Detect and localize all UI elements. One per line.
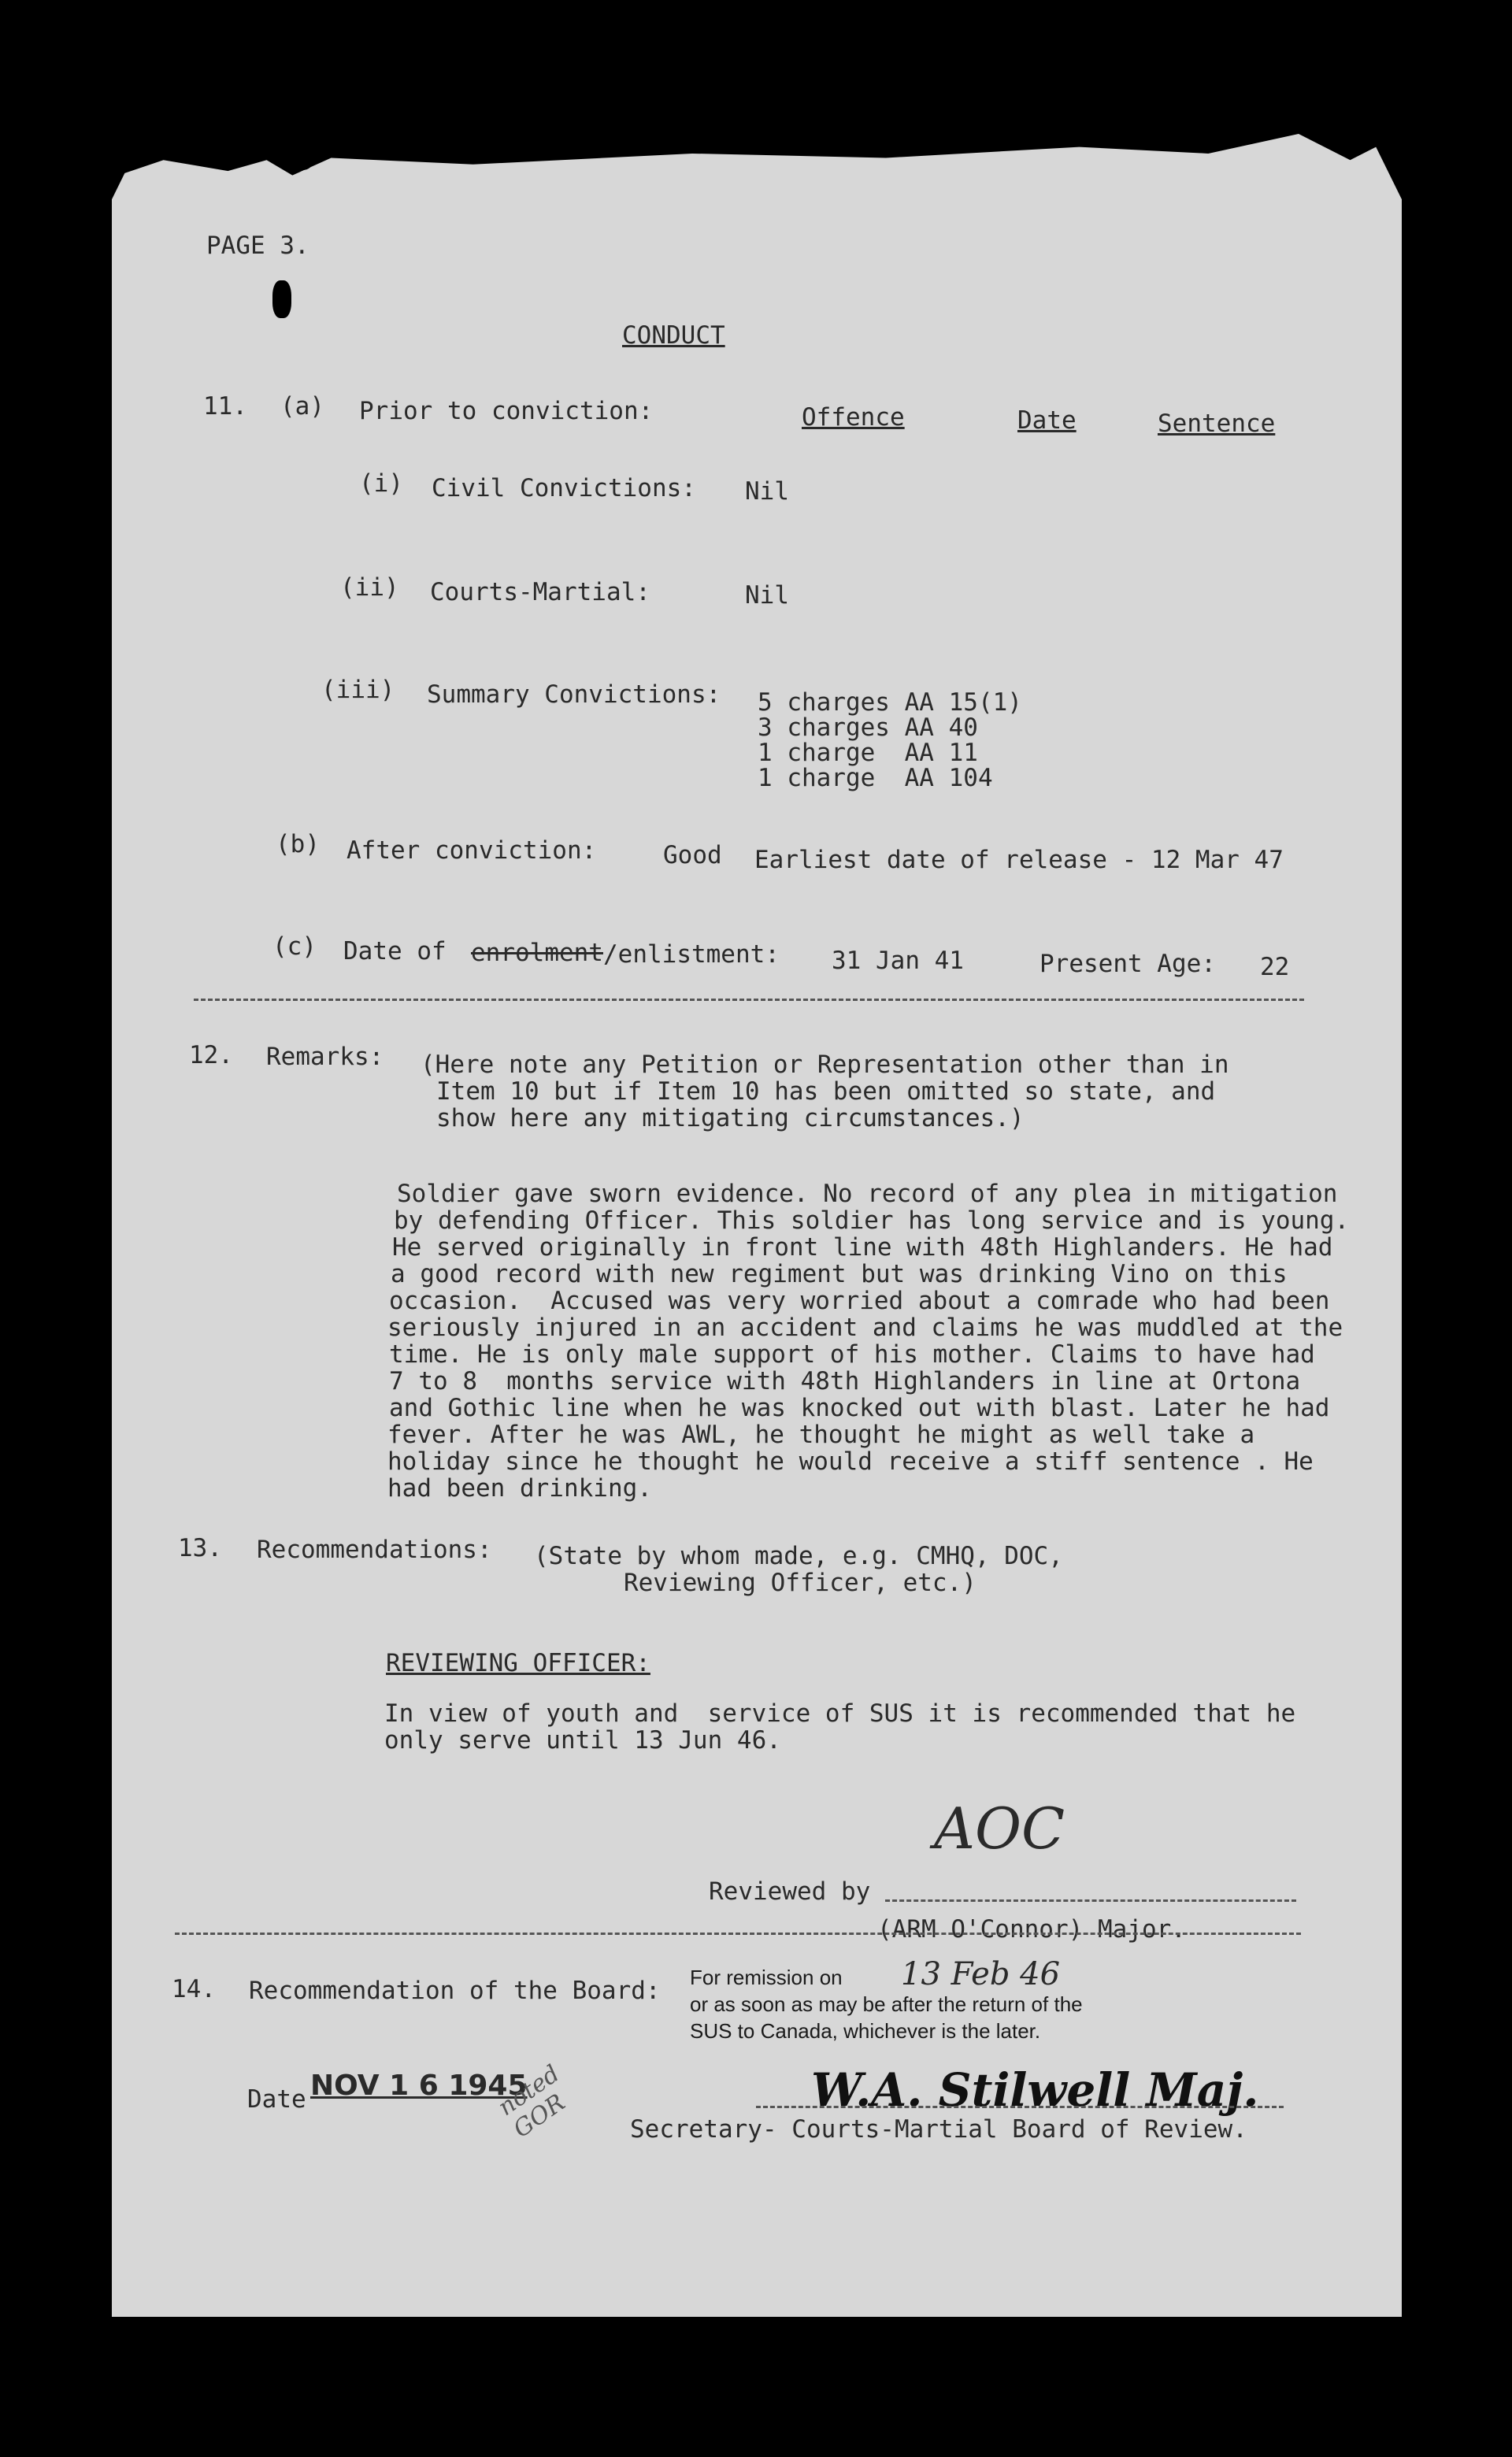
- secretary-label: Secretary- Courts-Martial Board of Review.: [630, 2115, 1247, 2144]
- remarks-body-line: seriously injured in an accident and claims he was muddled at the: [387, 1314, 1343, 1342]
- remarks-label: Remarks:: [266, 1043, 384, 1071]
- release-date-text: Earliest date of release - 12 Mar 47: [754, 846, 1284, 874]
- reviewing-officer-heading: REVIEWING OFFICER:: [386, 1649, 650, 1677]
- signature-line: [756, 2106, 1284, 2108]
- signature-line: [885, 1899, 1296, 1902]
- summary-convictions-number: (iii): [321, 676, 395, 704]
- summary-conviction-line: 5 charges AA 15(1): [758, 688, 1022, 717]
- board-recommendation-label: Recommendation of the Board:: [249, 1977, 661, 2005]
- remarks-body-line: He served originally in front line with 48th Highlanders. He had: [392, 1233, 1333, 1262]
- remarks-body-line: had been drinking.: [387, 1474, 652, 1503]
- date-label: Date: [247, 2085, 306, 2114]
- conduct-title: CONDUCT: [622, 321, 725, 350]
- reviewed-by-label: Reviewed by: [709, 1877, 871, 1906]
- secretary-signature: W.A. Stilwell Maj.: [811, 2063, 1259, 2117]
- remarks-body-line: by defending Officer. This soldier has long service and is young.: [394, 1206, 1350, 1235]
- present-age-value: 22: [1260, 953, 1290, 981]
- item-12-number: 12.: [189, 1041, 233, 1069]
- remarks-instruction-line: Item 10 but if Item 10 has been omitted so state, and: [436, 1077, 1216, 1106]
- sentence-column-header: Sentence: [1158, 410, 1276, 438]
- item-11c-label: (c): [272, 932, 317, 961]
- remarks-body-line: a good record with new regiment but was drinking Vino on this: [391, 1260, 1288, 1288]
- item-11-number: 11.: [203, 392, 247, 421]
- reviewing-officer-line: only serve until 13 Jun 46.: [384, 1726, 781, 1755]
- torn-edge: [287, 146, 313, 170]
- noted-handwritten-note: noted GOR: [493, 2059, 571, 2144]
- remission-stamp-line: For remission on: [690, 1966, 843, 1989]
- remarks-body-line: Soldier gave sworn evidence. No record of any plea in mitigation: [397, 1180, 1338, 1208]
- remarks-body-line: fever. After he was AWL, he thought he might as well take a: [387, 1421, 1255, 1449]
- remission-stamp-line: or as soon as may be after the return of the: [690, 1992, 1083, 2016]
- recommendations-instruction-line: Reviewing Officer, etc.): [624, 1569, 976, 1597]
- courts-martial-value: Nil: [745, 581, 789, 610]
- remarks-body-line: holiday since he thought he would receive a stiff sentence . He: [387, 1447, 1314, 1476]
- remarks-instruction-line: (Here note any Petition or Representation other than in: [421, 1051, 1229, 1079]
- punch-hole: [272, 280, 291, 318]
- civil-convictions-number: (i): [359, 469, 403, 498]
- reviewer-name: (ARM O'Connor) Major.: [877, 1915, 1186, 1944]
- prior-to-conviction-label: Prior to conviction:: [359, 397, 654, 425]
- date-of-label: Date of: [343, 937, 447, 965]
- page-label: PAGE 3.: [206, 232, 309, 260]
- summary-conviction-line: 1 charge AA 104: [758, 764, 993, 792]
- item-11a-label: (a): [280, 392, 324, 421]
- summary-conviction-line: 3 charges AA 40: [758, 713, 978, 742]
- after-conviction-value: Good: [663, 841, 722, 869]
- summary-convictions-label: Summary Convictions:: [427, 680, 721, 709]
- remarks-body-line: occasion. Accused was very worried about a comrade who had been: [389, 1287, 1330, 1315]
- summary-conviction-line: 1 charge AA 11: [758, 739, 978, 767]
- remarks-instruction-line: show here any mitigating circumstances.): [436, 1104, 1025, 1132]
- courts-martial-label: Courts-Martial:: [430, 578, 650, 606]
- item-14-number: 14.: [172, 1975, 216, 2003]
- recommendations-label: Recommendations:: [257, 1536, 492, 1564]
- remarks-body-line: 7 to 8 months service with 48th Highlanders in line at Ortona: [389, 1367, 1301, 1395]
- item-11b-label: (b): [276, 830, 320, 858]
- reviewer-initials-signature: AOC: [934, 1796, 1065, 1862]
- remarks-body-line: and Gothic line when he was knocked out with blast. Later he had: [389, 1394, 1330, 1422]
- date-stamp: NOV 1 6 1945: [310, 2070, 528, 2102]
- reviewing-officer-line: In view of youth and service of SUS it is recommended that he: [384, 1699, 1296, 1728]
- remarks-body-line: time. He is only male support of his mother. Claims to have had: [389, 1340, 1315, 1369]
- date-column-header: Date: [1017, 406, 1077, 435]
- remission-stamp-line: SUS to Canada, whichever is the later.: [690, 2019, 1041, 2043]
- civil-convictions-value: Nil: [745, 477, 789, 506]
- item-13-number: 13.: [178, 1534, 222, 1562]
- remission-date-handwritten: 13 Feb 46: [901, 1956, 1061, 1992]
- offence-column-header: Offence: [802, 403, 905, 432]
- section-divider: [194, 999, 1304, 1001]
- recommendations-instruction-line: (State by whom made, e.g. CMHQ, DOC,: [534, 1542, 1063, 1570]
- after-conviction-label: After conviction:: [346, 836, 597, 865]
- enlistment-label: /enlistment:: [603, 940, 780, 969]
- courts-martial-number: (ii): [340, 573, 399, 602]
- section-divider: [175, 1933, 1301, 1935]
- struck-enrolment-word: enrolment: [471, 939, 603, 967]
- present-age-label: Present Age:: [1040, 950, 1216, 978]
- enlistment-date: 31 Jan 41: [832, 947, 964, 975]
- civil-convictions-label: Civil Convictions:: [432, 474, 696, 502]
